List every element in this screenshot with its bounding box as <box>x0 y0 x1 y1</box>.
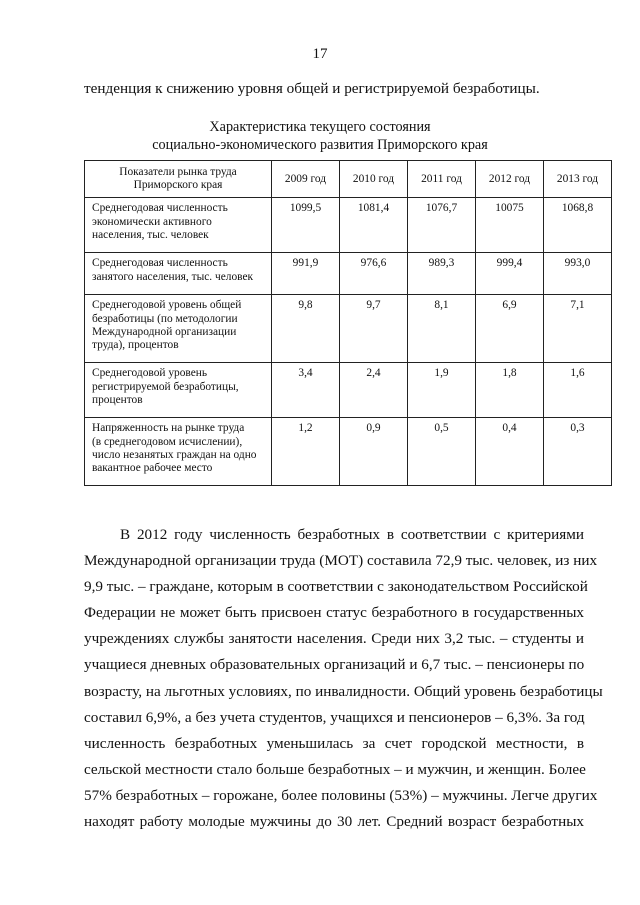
cell-value: 0,9 <box>366 422 381 435</box>
row-label-line: населения, тыс. человек <box>92 228 209 241</box>
row-label-line: Среднегодовой уровень <box>92 367 208 380</box>
body-paragraph <box>84 522 603 835</box>
labor-market-table <box>84 160 612 486</box>
table-cell <box>476 253 544 295</box>
header-year: 2011 год <box>408 161 476 198</box>
cell-value: 3,4 <box>298 367 313 380</box>
cell-value: 10075 <box>495 202 524 215</box>
page-number: 17 <box>312 46 328 62</box>
header-year: 2010 год <box>340 161 408 198</box>
row-label-line: Среднегодовая численность <box>92 257 228 270</box>
row-label <box>85 363 272 418</box>
cell-value: 989,3 <box>428 257 455 270</box>
paragraph-line: 9,9 тыс. – граждане, которым в соответствии с законодательством Российской <box>84 578 588 596</box>
table-cell <box>408 253 476 295</box>
table-cell <box>544 363 612 418</box>
table-cell <box>272 253 340 295</box>
header-year: 2009 год <box>272 161 340 198</box>
row-label <box>85 253 272 295</box>
header-year: 2012 год <box>476 161 544 198</box>
cell-value: 6,9 <box>502 299 517 312</box>
table-cell <box>408 363 476 418</box>
cell-value: 993,0 <box>564 257 591 270</box>
paragraph-line: учащиеся дневных образовательных организаций и 6,7 тыс. – пенсионеры по <box>84 656 585 674</box>
table-cell <box>272 418 340 486</box>
row-label-line: процентов <box>92 393 143 406</box>
cell-value: 1,8 <box>502 367 517 380</box>
table-cell <box>544 198 612 253</box>
row-label-line: (в среднегодовом исчислении), <box>92 435 243 448</box>
cell-value: 1,2 <box>298 422 313 435</box>
table-cell <box>544 253 612 295</box>
cell-value: 1,9 <box>434 367 449 380</box>
row-label-line: Напряженность на рынке труда <box>92 422 245 435</box>
cell-value: 2,4 <box>366 367 381 380</box>
table-cell <box>476 198 544 253</box>
table-cell <box>340 198 408 253</box>
cell-value: 0,5 <box>434 422 449 435</box>
table-cell <box>476 363 544 418</box>
table-row <box>85 253 612 295</box>
table-cell <box>408 198 476 253</box>
row-label-line: Среднегодовая численность <box>92 202 228 215</box>
row-label-line: экономически активного <box>92 215 212 228</box>
cell-value: 1076,7 <box>425 202 458 215</box>
row-label-line: занятого населения, тыс. человек <box>92 270 254 283</box>
paragraph-line: возрасту, на льготных условиях, по инвалидности. Общий уровень безработицы <box>84 682 603 700</box>
row-label <box>85 295 272 363</box>
paragraph-line: сельской местности стало больше безработных – и мужчин, и женщин. Более <box>84 760 586 778</box>
table-row <box>85 198 612 253</box>
header-year: 2013 год <box>544 161 612 198</box>
cell-value: 0,4 <box>502 422 517 435</box>
intro-line: тенденция к снижению уровня общей и регистрируемой безработицы. <box>84 80 540 97</box>
table-row <box>85 363 612 418</box>
header-indicator-line: Приморского края <box>133 179 223 192</box>
cell-value: 8,1 <box>434 299 449 312</box>
header-indicator <box>85 161 272 198</box>
paragraph-line: численность безработных уменьшилась за счет городской местности, в <box>84 734 584 752</box>
cell-value: 1081,4 <box>357 202 390 215</box>
table-cell <box>272 198 340 253</box>
cell-value: 1,6 <box>570 367 585 380</box>
table-title-line-1: Характеристика текущего состояния <box>209 119 431 135</box>
paragraph-line: составил 6,9%, а без учета студентов, учащихся и пенсионеров – 6,3%. За год <box>84 708 585 726</box>
table-cell <box>272 295 340 363</box>
row-label-line: Международной организации <box>92 325 237 338</box>
row-label-line: безработицы (по методологии <box>92 312 238 325</box>
table-cell <box>340 253 408 295</box>
table-cell <box>476 418 544 486</box>
cell-value: 9,7 <box>366 299 381 312</box>
table-cell <box>476 295 544 363</box>
row-label-line: труда), процентов <box>92 339 179 352</box>
row-label-line: регистрируемой безработицы, <box>92 380 239 393</box>
table-cell <box>408 295 476 363</box>
table-row <box>85 295 612 363</box>
cell-value: 1068,8 <box>561 202 594 215</box>
row-label-line: Среднегодовой уровень общей <box>92 299 242 312</box>
paragraph-line: Федерации не может быть присвоен статус безработного в государственных <box>84 604 584 622</box>
cell-value: 999,4 <box>496 257 523 270</box>
table-header-row <box>85 161 612 198</box>
table-cell <box>272 363 340 418</box>
cell-value: 991,9 <box>292 257 319 270</box>
header-indicator-line: Показатели рынка труда <box>119 166 237 178</box>
paragraph-line: находят работу молодые мужчины до 30 лет. Средний возраст безработных <box>84 813 584 831</box>
paragraph-line: учреждениях службы занятости населения. Среди них 3,2 тыс. – студенты и <box>84 630 584 648</box>
table-title-line-2: социально-экономического развития Приморского края <box>152 137 488 153</box>
table-cell <box>340 363 408 418</box>
table-cell <box>340 418 408 486</box>
cell-value: 976,6 <box>360 257 387 270</box>
paragraph-line: В 2012 году численность безработных в соответствии с критериями <box>120 526 584 543</box>
table-cell <box>544 418 612 486</box>
table-row <box>85 418 612 486</box>
row-label-line: вакантное рабочее место <box>92 462 213 475</box>
cell-value: 9,8 <box>298 299 313 312</box>
table-cell <box>408 418 476 486</box>
cell-value: 7,1 <box>570 299 585 312</box>
row-label <box>85 418 272 486</box>
row-label-line: число незанятых граждан на одно <box>92 448 257 461</box>
row-label <box>85 198 272 253</box>
cell-value: 0,3 <box>570 422 585 435</box>
table-cell <box>340 295 408 363</box>
table-cell <box>544 295 612 363</box>
cell-value: 1099,5 <box>289 202 322 215</box>
paragraph-line: 57% безработных – горожане, более половины (53%) – мужчины. Легче других <box>84 786 598 804</box>
paragraph-line: Международной организации труда (МОТ) составила 72,9 тыс. человек, из них <box>84 552 598 570</box>
